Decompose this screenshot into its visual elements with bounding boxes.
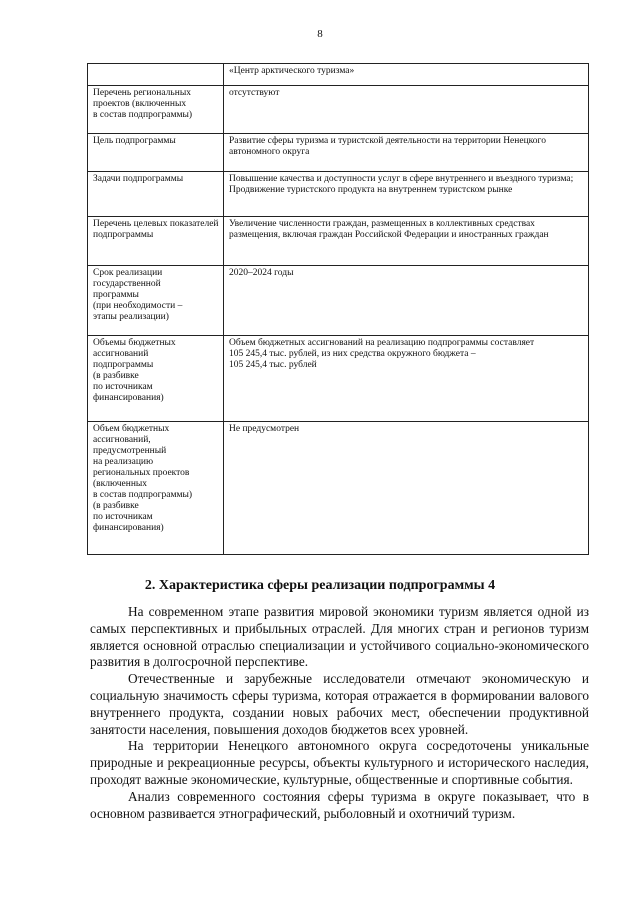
section-heading: 2. Характеристика сферы реализации подпрограммы 4 [144,578,496,593]
row-value: Не предусмотрен [224,422,589,555]
row-value: Увеличение численности граждан, размещенных в коллективных средствах размещения, включая граждан Российской Федерации и иностранных граждан [224,217,589,266]
subprogram-passport-table [87,63,589,555]
table-row [88,172,589,217]
paragraph: Анализ современного состояния сферы туризма в округе показывает, что в основном развивается этнографический, рыболовный и охотничий туризм. [90,788,589,821]
row-label: Цель подпрограммы [88,134,224,172]
row-label: Задачи подпрограммы [88,172,224,217]
table-row [88,422,589,555]
table-row [88,266,589,336]
paragraph: Отечественные и зарубежные исследователи отмечают экономическую и социальную значимость сферы туризма, которая отражается в формировании валового внутреннего продукта, создании новых рабочих мест, обеспечении продуктивной занятости населения, повышения доходов бюджетов всех уровней. [90,671,589,737]
row-label: Объем бюджетных ассигнований, предусмотренный на реализацию региональных проектов (включенных в состав подпрограммы) (в разбивке по источникам финансирования) [88,422,224,555]
paragraph: На современном этапе развития мировой экономики туризм является одной из самых перспективных и прибыльных отраслей. Для многих стран и регионов туризм является основной отраслью специализации и устойчивого социально-экономического развития в долгосрочной перспективе. [90,604,589,670]
paragraph: На территории Ненецкого автономного округа сосредоточены уникальные природные и рекреационные ресурсы, объекты культурного и исторического наследия, проходят важные экономические, культурные, общественные и спортивные события. [90,738,589,787]
table-row [88,64,589,86]
table-row [88,134,589,172]
row-value: отсутствуют [224,86,589,134]
row-value: Объем бюджетных ассигнований на реализацию подпрограммы составляет 105 245,4 тыс. рублей, из них средства окружного бюджета – 105 245,4 тыс. рублей [224,336,589,422]
section-body [90,604,589,822]
row-label: Объемы бюджетных ассигнований подпрограммы (в разбивке по источникам финансирования) [88,336,224,422]
row-value: Развитие сферы туризма и туристской деятельности на территории Ненецкого автономного округа [224,134,589,172]
row-label: Срок реализации государственной программы (при необходимости – этапы реализации) [88,266,224,336]
row-label: Перечень региональных проектов (включенных в состав подпрограммы) [88,86,224,134]
table-row [88,217,589,266]
table-row [88,86,589,134]
row-label [88,64,224,86]
page-number: 8 [317,28,323,40]
row-value: «Центр арктического туризма» [224,64,589,86]
row-label: Перечень целевых показателей подпрограммы [88,217,224,266]
row-value: Повышение качества и доступности услуг в сфере внутреннего и въездного туризма; Продвижение туристского продукта на внутреннем туристском рынке [224,172,589,217]
table-row [88,336,589,422]
row-value: 2020–2024 годы [224,266,589,336]
